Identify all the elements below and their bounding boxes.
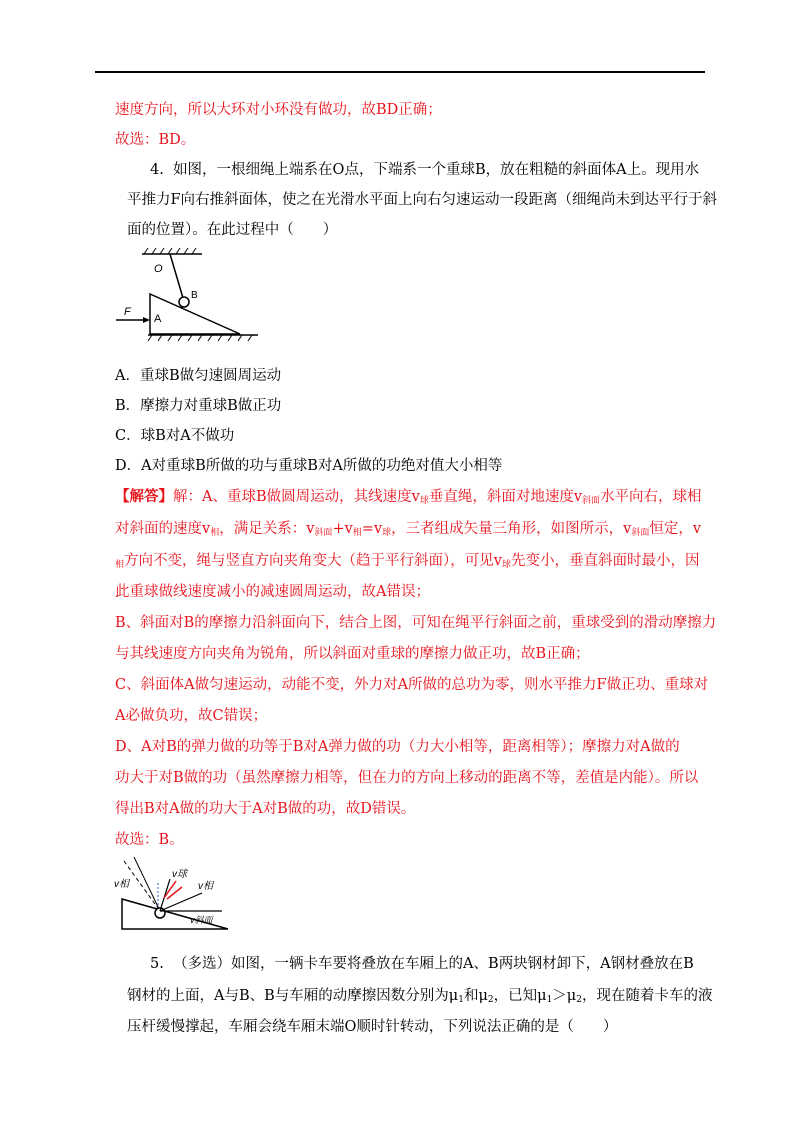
red-vector-2: [167, 887, 182, 899]
force-F-arrowhead: [143, 317, 150, 323]
solution-line-4: 此重球做线速度减小的减速圆周运动，故A错误；: [115, 584, 430, 600]
q4-option-b: B．摩擦力对重球B做正功: [115, 398, 282, 414]
ceiling-hatch: [144, 248, 196, 254]
solution-line-6: 与其线速度方向夹角为锐角，所以斜面对重球的摩擦力做正功，故B正确；: [115, 646, 590, 662]
solution-line-2: 对斜面的速度$v_相$，满足关系：$v_{斜面}+v_相=v_球$，三者组成矢量三角形，如图所示，$v_{斜面}$恒定，v: [115, 521, 702, 538]
q4-number: 4.: [150, 162, 164, 178]
solution-line-9: D、A对B的弹力做的功等于B对A弹力做的功（力大小相等，距离相等）；摩擦力对A做的: [115, 739, 680, 755]
solution-answer: 故选：B。: [115, 832, 184, 848]
q4-option-d: D．A对重球B所做的功与重球B对A所做的功绝对值大小相等: [115, 458, 503, 474]
prev-solution-line: 速度方向，所以大环对小环没有做功，故BD正确；: [115, 102, 442, 118]
label-v-rel-left: v相: [114, 879, 129, 890]
solution-line-3: $_相$方向不变，绳与竖直方向夹角变大（趋于平行斜面），可见$v_球$先变小，垂直斜面时最小，因: [115, 553, 700, 570]
solution-line-8: A必做负功，故C错误；: [115, 708, 268, 724]
label-A: A: [154, 313, 162, 325]
solution-line-7: C、斜面体A做匀速运动，动能不变，外力对A所做的总功为零，则水平推力F做正功、重球对: [115, 677, 709, 693]
header-rule: [95, 71, 705, 73]
q4-stem-line3: 面的位置）。在此过程中（ ）: [127, 222, 338, 238]
red-vector: [164, 881, 176, 898]
label-v-rel: v相: [198, 881, 213, 892]
q5-number: 5.: [150, 956, 164, 972]
ground-hatch: [148, 335, 252, 341]
q5-line1: 5. （多选）如图，一辆卡车要将叠放在车厢上的A、B两块钢材卸下，A钢材叠放在B: [150, 956, 694, 972]
ball-B: [179, 297, 189, 307]
label-O: O: [154, 263, 163, 275]
prev-answer: 故选：BD。: [115, 132, 196, 148]
solution-line-11: 得出B对A做的功大于A对B做的功，故D错误。: [115, 801, 416, 817]
label-B: B: [191, 290, 198, 301]
q4-option-a: A．重球B做匀速圆周运动: [115, 368, 282, 384]
q4-stem-line1: 4. 如图，一根细绳上端系在O点，下端系一个重球B，放在粗糙的斜面体A上。现用水: [150, 162, 700, 178]
label-F: F: [124, 306, 131, 318]
vector-triangle-figure: [112, 853, 242, 938]
q4-slope-figure: [112, 246, 262, 346]
solution-tag: 【解答】: [115, 488, 173, 505]
v-ball-vector: [160, 879, 170, 911]
solution-line-5: B、斜面对B的摩擦力沿斜面向下，结合上图，可知在绳平行斜面之前，重球受到的滑动摩擦力: [115, 615, 717, 631]
q4-stem-line2: 平推力F向右推斜面体，使之在光滑水平面上向右匀速运动一段距离（细绳尚未到达平行于斜: [127, 192, 718, 208]
label-v-ball: v球: [172, 869, 187, 880]
label-v-slope: v斜面: [190, 915, 213, 925]
q4-option-c: C．球B对A不做功: [115, 428, 235, 444]
q5-line2: 钢材的上面，A与B、B与车厢的动摩擦因数分别为$\mu_1$和$\mu_2$，已知$\mu_1>\mu_2$，现在随着卡车的液: [127, 988, 713, 1005]
solution-line-10: 功大于对B做的功（虽然摩擦力相等，但在力的方向上移动的距离不等，差值是内能）。所以: [115, 770, 699, 786]
solution-line-1: 【解答】解：A、重球B做圆周运动，其线速度$v_球$垂直绳，斜面对地速度$v_{斜面}$水平向右，球相: [115, 488, 702, 506]
rope: [170, 254, 183, 298]
q5-line3: 压杆缓慢撑起，车厢会绕车厢末端O顺时针转动，下列说法正确的是（ ）: [127, 1019, 618, 1035]
